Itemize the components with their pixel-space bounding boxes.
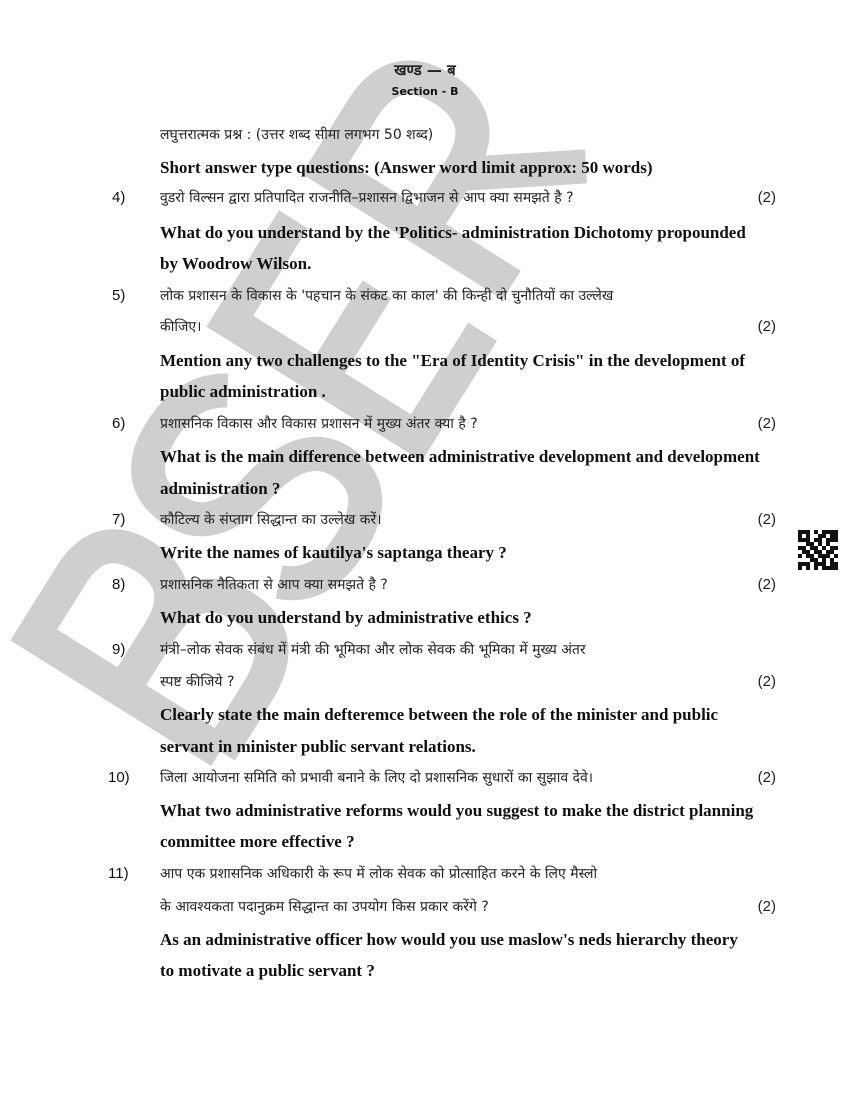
- qr-module: [822, 562, 826, 566]
- question-number: 5): [112, 287, 126, 304]
- qr-module: [814, 550, 818, 554]
- qr-module: [810, 558, 814, 562]
- qr-module: [810, 542, 814, 546]
- question-text-english: What do you understand by the 'Politics- administration Dichotomy propounded: [160, 223, 746, 242]
- question-text-hindi: स्पष्ट कीजिये ?: [160, 674, 235, 690]
- question-line-hindi: [160, 187, 776, 209]
- instructions-hindi: लघुत्तरात्मक प्रश्न : (उत्तर शब्द सीमा लगभग 50 शब्द): [160, 127, 434, 143]
- question-line-hindi: [160, 285, 776, 307]
- qr-module: [810, 546, 814, 550]
- question-text-english: to motivate a public servant ?: [160, 961, 375, 980]
- qr-module: [798, 538, 802, 542]
- qr-module: [834, 566, 838, 570]
- qr-module: [834, 534, 838, 538]
- qr-module: [814, 538, 818, 542]
- question-line-english: [160, 478, 776, 500]
- question-line-hindi: [160, 574, 776, 596]
- qr-module: [798, 546, 802, 550]
- qr-code: [798, 530, 838, 570]
- question-marks: (2): [757, 898, 776, 915]
- qr-module: [830, 546, 834, 550]
- question-line-hindi: [160, 767, 776, 789]
- question-line-hindi: [160, 509, 776, 531]
- question-text-english: What is the main difference between administrative development and development: [160, 447, 760, 466]
- qr-module: [798, 554, 802, 558]
- qr-module: [822, 546, 826, 550]
- question-marks: (2): [757, 318, 776, 335]
- question-text-hindi: वुडरो विल्सन द्वारा प्रतिपादित राजनीति–प्रशासन द्विभाजन से आप क्या समझते है ?: [160, 190, 574, 206]
- question-number: 10): [108, 769, 130, 786]
- qr-module: [806, 566, 810, 570]
- qr-module: [798, 562, 802, 566]
- question-line-english: [160, 831, 776, 853]
- qr-module: [802, 538, 806, 542]
- qr-module: [830, 558, 834, 562]
- qr-module: [826, 554, 830, 558]
- qr-module: [822, 530, 826, 534]
- qr-module: [810, 554, 814, 558]
- question-text-english: What two administrative reforms would you suggest to make the district planning: [160, 801, 754, 820]
- question-text-english: administration ?: [160, 479, 281, 498]
- qr-module: [814, 562, 818, 566]
- qr-module: [818, 550, 822, 554]
- qr-module: [806, 562, 810, 566]
- qr-module: [826, 542, 830, 546]
- question-number: 11): [108, 865, 129, 882]
- qr-module: [814, 546, 818, 550]
- question-text-english: Mention any two challenges to the "Era of Identity Crisis" in the development of: [160, 351, 746, 370]
- question-line-hindi: [160, 671, 776, 693]
- qr-module: [814, 530, 818, 534]
- qr-module: [818, 562, 822, 566]
- question-text-hindi: के आवश्यकता पदानुक्रम सिद्धान्त का उपयोग किस प्रकार करेंगे ?: [160, 899, 489, 915]
- qr-module: [826, 550, 830, 554]
- question-number: 8): [112, 576, 126, 593]
- question-text-hindi: कौटिल्य के संप्ताग सिद्धान्त का उल्लेख करें।: [160, 512, 382, 528]
- qr-module: [826, 566, 830, 570]
- question-marks: (2): [757, 673, 776, 690]
- question-number: 4): [112, 189, 126, 206]
- qr-module: [798, 566, 802, 570]
- question-line-hindi: [160, 316, 776, 338]
- qr-module: [834, 538, 838, 542]
- question-line-english: [160, 736, 776, 758]
- qr-module: [802, 562, 806, 566]
- question-marks: (2): [757, 415, 776, 432]
- question-line-english: [160, 607, 776, 629]
- qr-module: [798, 534, 802, 538]
- question-line-english: [160, 253, 776, 275]
- qr-module: [830, 566, 834, 570]
- question-marks: (2): [757, 189, 776, 206]
- question-text-english: Write the names of kautilya's saptanga theary ?: [160, 543, 507, 562]
- instructions-english: Short answer type questions: (Answer word limit approx: 50 words): [160, 158, 653, 177]
- question-text-hindi: कीजिए।: [160, 319, 202, 335]
- qr-module: [806, 530, 810, 534]
- question-text-english: servant in minister public servant relations.: [160, 737, 476, 756]
- qr-module: [806, 554, 810, 558]
- question-line-english: [160, 929, 776, 951]
- question-text-english: by Woodrow Wilson.: [160, 254, 312, 273]
- qr-module: [806, 542, 810, 546]
- question-marks: (2): [757, 511, 776, 528]
- question-line-english: [160, 800, 776, 822]
- qr-module: [822, 554, 826, 558]
- question-text-hindi: लोक प्रशासन के विकास के 'पहचान के संकट का काल' की किन्ही दो चुनौतियों का उल्लेख: [160, 288, 614, 304]
- question-text-english: What do you understand by administrative ethics ?: [160, 608, 532, 627]
- question-number: 9): [112, 641, 126, 658]
- qr-module: [830, 550, 834, 554]
- qr-module: [818, 534, 822, 538]
- qr-module: [822, 558, 826, 562]
- qr-module: [826, 538, 830, 542]
- question-line-english: [160, 350, 776, 372]
- question-line-english: [160, 542, 776, 564]
- qr-module: [830, 538, 834, 542]
- qr-module: [834, 562, 838, 566]
- question-number: 6): [112, 415, 126, 432]
- question-line-hindi: [160, 639, 776, 661]
- question-text-english: public administration .: [160, 382, 326, 401]
- section-heading-english: Section - B: [391, 85, 459, 98]
- qr-module: [802, 530, 806, 534]
- qr-module: [798, 530, 802, 534]
- question-text-english: As an administrative officer how would you use maslow's neds hierarchy theory: [160, 930, 738, 949]
- qr-module: [822, 534, 826, 538]
- question-line-hindi: [160, 896, 776, 918]
- qr-module: [830, 562, 834, 566]
- qr-module: [802, 546, 806, 550]
- qr-module: [806, 534, 810, 538]
- section-heading-hindi: खण्ड — ब: [394, 61, 456, 79]
- question-line-english: [160, 446, 776, 468]
- question-text-english: committee more effective ?: [160, 832, 355, 851]
- question-marks: (2): [757, 576, 776, 593]
- qr-module: [806, 538, 810, 542]
- qr-module: [834, 530, 838, 534]
- qr-module: [822, 566, 826, 570]
- qr-module: [818, 538, 822, 542]
- qr-module: [818, 554, 822, 558]
- question-text-hindi: प्रशासनिक विकास और विकास प्रशासन में मुख्य अंतर क्या है ?: [160, 416, 478, 432]
- question-line-english: [160, 960, 776, 982]
- qr-module: [826, 530, 830, 534]
- qr-module: [818, 542, 822, 546]
- question-line-hindi: [160, 413, 776, 435]
- qr-module: [830, 534, 834, 538]
- qr-module: [814, 558, 818, 562]
- qr-module: [834, 554, 838, 558]
- question-text-english: Clearly state the main defteremce between the role of the minister and public: [160, 705, 719, 724]
- qr-module: [806, 550, 810, 554]
- question-text-hindi: जिला आयोजना समिति को प्रभावी बनाने के लिए दो प्रशासनिक सुधारों का सुझाव देवे।: [160, 770, 594, 786]
- question-line-english: [160, 222, 776, 244]
- question-marks: (2): [757, 769, 776, 786]
- qr-module: [834, 546, 838, 550]
- question-text-hindi: मंत्री–लोक सेवक संबंध में मंत्री की भूमिका और लोक सेवक की भूमिका में मुख्य अंतर: [160, 642, 586, 658]
- qr-module: [814, 566, 818, 570]
- question-number: 7): [112, 511, 126, 528]
- question-line-english: [160, 381, 776, 403]
- question-line-hindi: [160, 863, 776, 885]
- qr-module: [802, 550, 806, 554]
- question-text-hindi: प्रशासनिक नैतिकता से आप क्या समझते है ?: [160, 577, 388, 593]
- qr-module: [830, 530, 834, 534]
- question-text-hindi: आप एक प्रशासनिक अधिकारी के रूप में लोक सेवक को प्रोत्साहित करने के लिए मैस्लो: [160, 866, 598, 882]
- question-line-english: [160, 704, 776, 726]
